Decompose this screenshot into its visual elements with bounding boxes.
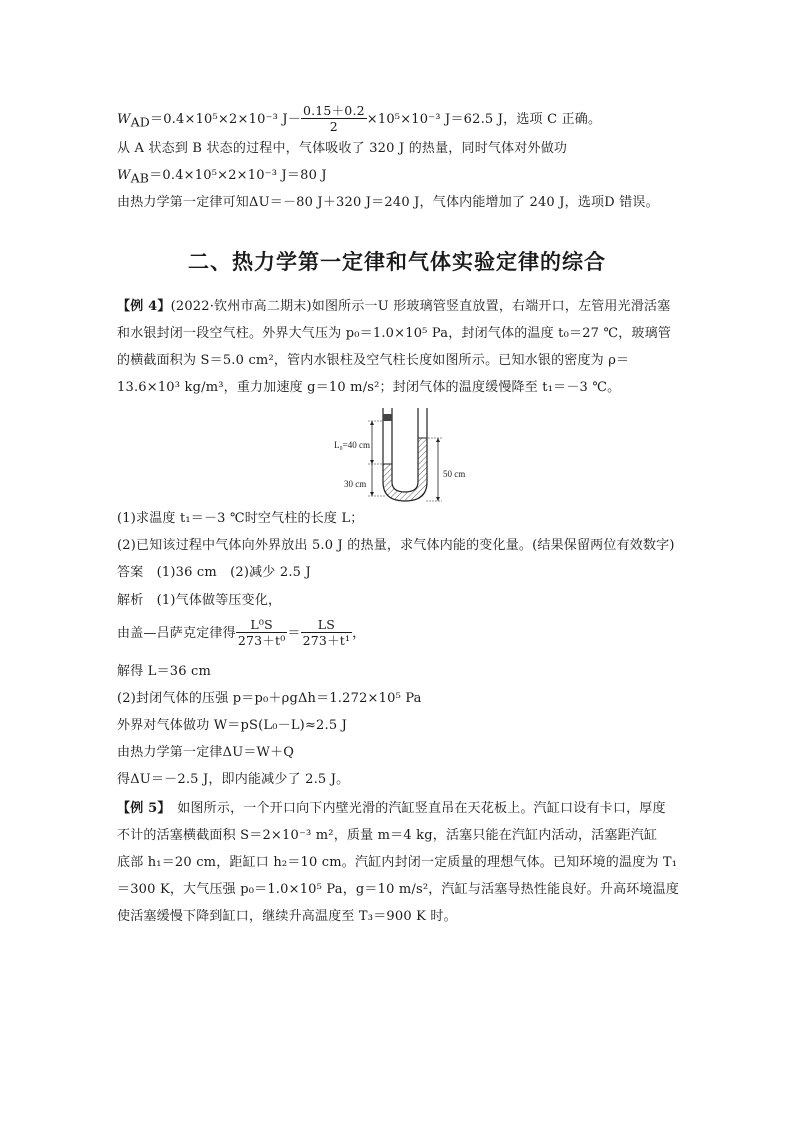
section-title: 二、热力学第一定律和气体实验定律的综合	[188, 250, 606, 274]
example5-line1-text: 如图所示，一个开口向下内壁光滑的汽缸竖直吊在天花板上。汽缸口设有卡口，厚度	[164, 801, 666, 816]
law-line: 由热力学第一定律ΔU＝W＋Q	[117, 745, 295, 760]
example4-label: 【例 4】	[117, 299, 171, 314]
question-2: (2)已知该过程中气体向外界放出 5.0 J 的热量，求气体内能的变化量。(结果保留两位有效数字)	[117, 538, 675, 553]
gl-fraction-1	[236, 617, 288, 648]
piston	[383, 414, 392, 421]
fraction-numerator: 0.15＋0.2	[302, 103, 365, 118]
fraction-denominator: 2	[301, 118, 367, 134]
u-tube-figure	[320, 404, 470, 504]
gl-prefix: 由盖—吕萨克定律得	[117, 626, 236, 641]
solve-l-line: 解得 L＝36 cm	[117, 664, 212, 679]
example5-line1	[117, 800, 666, 818]
w-ab-equation	[117, 167, 327, 188]
example4-line1	[117, 298, 670, 316]
ab-process-text: 从 A 状态到 B 状态的过程中，气体吸收了 320 J 的热量，同时气体对外做功	[117, 141, 568, 156]
gl-suffix: ，	[352, 626, 366, 641]
w-ab-subscript: AB	[130, 170, 150, 186]
w-ad-equation	[117, 104, 601, 135]
example5-label: 【例 5】	[117, 801, 165, 816]
first-law-text: 由热力学第一定律可知ΔU＝－80 J＋320 J＝240 J，气体内能增加了 240 J，选项D 错误。	[117, 195, 659, 210]
work-line: 外界对气体做功 W＝pS(L₀－L)≈2.5 J	[117, 718, 348, 733]
w-ad-fraction	[301, 103, 367, 134]
example5-line2: 不计的活塞横截面积 S＝2×10⁻³ m²，质量 m＝4 kg，活塞只能在汽缸内活动，活塞距汽缸	[117, 828, 658, 843]
example5-line4: ＝300 K，大气压强 p₀＝1.0×10⁵ Pa，g＝10 m/s²，汽缸与活塞导热性能良好。升高环境温度	[117, 882, 680, 897]
label-50cm: 50 cm	[443, 469, 466, 479]
example4-line3: 的横截面积为 S＝5.0 cm²，管内水银柱及空气柱长度如图所示。已知水银的密度为 ρ＝	[117, 353, 630, 368]
w-symbol: W	[117, 112, 131, 127]
example4-line1-text: (2022·钦州市高二期末)如图所示一U 形玻璃管竖直放置，右端开口，左管用光滑活塞	[170, 299, 671, 314]
result-line: 得ΔU＝－2.5 J，即内能减少了 2.5 J。	[117, 772, 350, 787]
w-ad-subscript: AD	[130, 114, 151, 130]
fraction-denominator: 273＋t¹	[302, 633, 351, 648]
fraction-denominator: 273＋t⁰	[237, 633, 286, 648]
fraction-numerator: LS	[317, 617, 336, 632]
example4-line2: 和水银封闭一段空气柱。外界大气压为 p₀＝1.0×10⁵ Pa，封闭气体的温度 t₀＝27 ℃，玻璃管	[117, 326, 672, 341]
fraction-numerator: L⁰S	[250, 617, 273, 632]
pressure-line: (2)封闭气体的压强 p＝p₀＋ρgΔh＝1.272×10⁵ Pa	[117, 691, 422, 706]
question-1: (1)求温度 t₁＝－3 ℃时空气柱的长度 L；	[117, 511, 364, 526]
example5-line3: 底部 h₁＝20 cm，距缸口 h₂＝10 cm。汽缸内封闭一定质量的理想气体。已知环境的温度为 T₁	[117, 855, 678, 870]
label-30cm: 30 cm	[344, 479, 367, 489]
w-ab-rest: ＝0.4×10⁵×2×10⁻³ J＝80 J	[149, 168, 327, 183]
w-symbol: W	[117, 168, 131, 183]
answer-line: 答案 (1)36 cm (2)减少 2.5 J	[117, 565, 311, 580]
analysis-line: 解析 (1)气体做等压变化，	[117, 593, 282, 608]
gl-fraction-2	[301, 617, 353, 648]
label-l0: L₀=40 cm	[334, 440, 370, 450]
w-ad-right: ×10⁵×10⁻³ J＝62.5 J，选项 C 正确。	[366, 112, 602, 127]
gay-lussac-equation	[117, 618, 365, 649]
w-ad-left: ＝0.4×10⁵×2×10⁻³ J－	[150, 112, 301, 127]
equals-sign: ＝	[287, 626, 301, 641]
example4-line4: 13.6×10³ kg/m³，重力加速度 g＝10 m/s²；封闭气体的温度缓慢降至 t₁＝－3 ℃。	[117, 380, 621, 395]
example5-line5: 使活塞缓慢下降到缸口，继续升高温度至 T₃＝900 K 时。	[117, 909, 457, 924]
